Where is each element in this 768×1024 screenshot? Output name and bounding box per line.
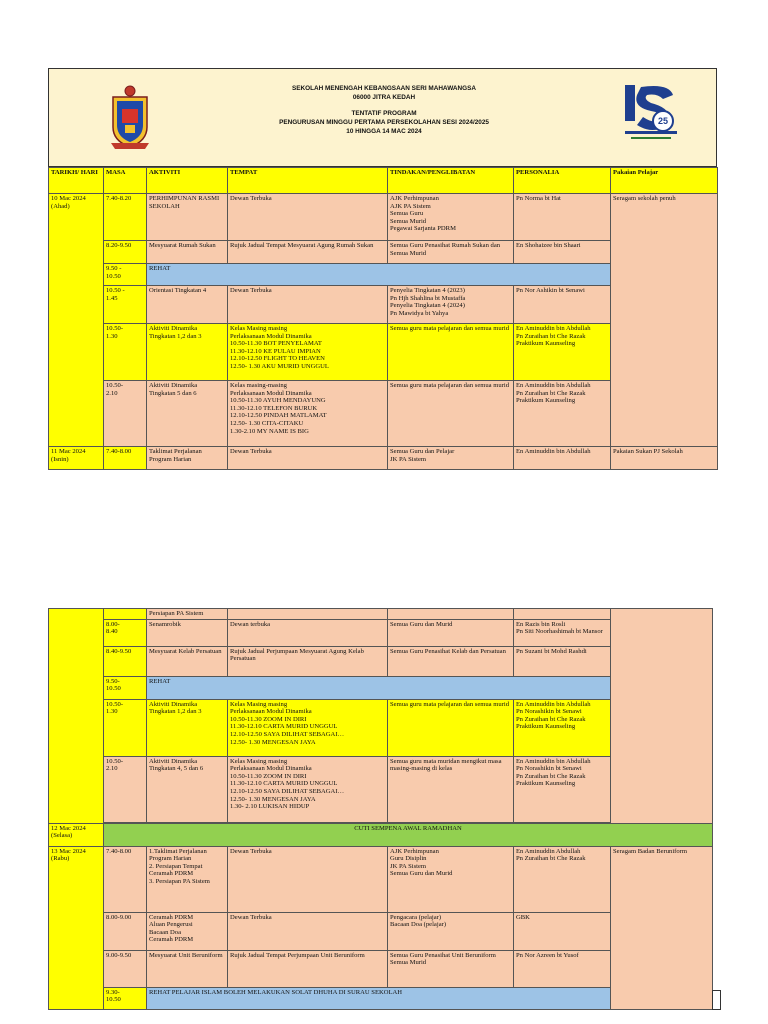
time-cell: 7.40-8.00	[104, 846, 147, 912]
document-title: TENTATIF PROGRAM	[351, 110, 417, 118]
venue-cell: Rujuk Jadual Tempat Mesyuarat Agung Rumah Sukan	[228, 241, 388, 264]
time-cell: 10.50- 1.30	[104, 699, 147, 756]
document-header	[48, 68, 717, 167]
holiday-banner: CUTI SEMPENA AWAL RAMADHAN	[104, 823, 713, 846]
table-row	[49, 194, 718, 241]
activity-cell: Mesyuarat Rumah Sukan	[147, 241, 228, 264]
break-banner: REHAT	[147, 676, 611, 699]
personnel-cell: En Aminuddin bin Abdullah Pn Norashikin bt Senawi Pn Zuraihan bt Che Razak Praktikum Kaunseling	[514, 756, 611, 822]
personnel-cell: Pn Nor Azreen bt Yusof	[514, 950, 611, 987]
time-cell: 7.40-8.20	[104, 194, 147, 241]
time-cell: 8.00-9.00	[104, 912, 147, 950]
school-name: SEKOLAH MENENGAH KEBANGSAAN SERI MAHAWANGSA	[292, 85, 476, 92]
table-row	[49, 447, 718, 470]
personnel-cell: Pn Suzani bt Mohd Rashdi	[514, 646, 611, 676]
time-cell: 7.40-8.00	[104, 447, 147, 470]
action-cell: Semua guru mata muridan mengikut masa masing-masing di kelas	[388, 756, 514, 822]
action-cell: Semua Guru dan Murid	[388, 619, 514, 646]
personnel-cell: En Aminuddin bin Abdullah Pn Zuraihan bt Che Razak Praktikum Kaunseling	[514, 324, 611, 381]
date-cell: 13 Mac 2024 (Rabu)	[49, 846, 104, 1009]
action-cell: AJK Perhimpunan AJK PA Sistem Semua Guru Semua Murid Pegawai Sarjanta PDRM	[388, 194, 514, 241]
activity-cell: Aktiviti Dinamika Tingkatan 1,2 dan 3	[147, 324, 228, 381]
activity-cell: Ceramah PDRM Aluan Pengerusi Bacaan Doa Ceramah PDRM	[147, 912, 228, 950]
personnel-cell: En Shohaizee bin Shaari	[514, 241, 611, 264]
column-header: AKTIVITI	[147, 168, 228, 194]
column-header: MASA	[104, 168, 147, 194]
header-text-block	[199, 85, 569, 137]
activity-cell: Aktiviti Dinamika Tingkatan 5 dan 6	[147, 381, 228, 447]
time-cell: 9.50- 10.50	[104, 676, 147, 699]
column-header: Pakaian Pelajar	[611, 168, 718, 194]
column-header: TARIKH/ HARI	[49, 168, 104, 194]
time-cell: 8.40-9.50	[104, 646, 147, 676]
time-cell: 8.20-9.50	[104, 241, 147, 264]
venue-cell: Dewan Terbuka	[228, 846, 388, 912]
column-header: PERSONALIA	[514, 168, 611, 194]
attire-cell: Seragam sekolah penuh	[611, 194, 718, 447]
table-header-row	[49, 168, 718, 194]
personnel-cell: GBK	[514, 912, 611, 950]
action-cell	[388, 609, 514, 620]
program-title: PENGURUSAN MINGGU PERTAMA PERSEKOLAHAN SESI 2024/2025	[279, 119, 489, 127]
personnel-cell	[514, 609, 611, 620]
action-cell: AJK Perhimpunan Guru Disiplin JK PA Sistem Semua Guru dan Murid	[388, 846, 514, 912]
venue-cell: Dewan terbuka	[228, 619, 388, 646]
table-row	[49, 609, 713, 620]
activity-cell: Aktiviti Dinamika Tingkatan 1,2 dan 3	[147, 699, 228, 756]
action-cell: Semua guru mata pelajaran dan semua murid	[388, 324, 514, 381]
time-cell: 10.50- 2.10	[104, 756, 147, 822]
venue-cell: Dewan Terbuka	[228, 447, 388, 470]
activity-cell: Taklimat Perjalanan Program Harian	[147, 447, 228, 470]
personnel-cell: En Aminuddin bin Abdullah Pn Zuraihan bt Che Razak Praktikum Kaunseling	[514, 381, 611, 447]
venue-cell: Dewan Terbuka	[228, 912, 388, 950]
action-cell: Semua Guru dan Pelajar JK PA Sistem	[388, 447, 514, 470]
schedule-table-page-1	[48, 167, 718, 470]
date-cell: 11 Mac 2024 (Isnin)	[49, 447, 104, 470]
time-cell: 9.50 - 10.50	[104, 264, 147, 286]
activity-cell: Mesyuarat Kelab Persatuan	[147, 646, 228, 676]
date-cell: 12 Mac 2024 (Selasa)	[49, 823, 104, 846]
time-cell: 10.50 - 1.45	[104, 286, 147, 324]
action-cell: Pengacara (pelajar) Bacaan Doa (pelajar)	[388, 912, 514, 950]
action-cell: Semua Guru Penasihat Rumah Sukan dan Semua Murid	[388, 241, 514, 264]
personnel-cell: En Aminuddin Abdullah Pn Zuraihan bt Che Razak	[514, 846, 611, 912]
school-crest-logo	[107, 83, 153, 151]
time-cell: 9.30- 10.50	[104, 987, 147, 1009]
activity-cell: Aktiviti Dinamika Tingkatan 4, 5 dan 6	[147, 756, 228, 822]
personnel-cell: En Aminuddin bin Abdullah	[514, 447, 611, 470]
venue-cell: Rujuk Jadual Tempat Perjumpaan Unit Beruniform	[228, 950, 388, 987]
column-header: TINDAKAN/PENGLIBATAN	[388, 168, 514, 194]
table-row	[49, 823, 713, 846]
venue-cell: Rujuk Jadual Perjumpaan Mesyuarat Agung Kelab Persatuan	[228, 646, 388, 676]
activity-cell: Senamrobik	[147, 619, 228, 646]
venue-cell: Kelas Masing masing Perlaksanaan Modul Dinamika 10.50-11.30 ZOOM IN DIRI 11.30-12.10 CARTA MURID UNGGUL 12.10-12.50 SAYA DILIHAT SEBAGAI… 12.50- 1.30 MENGESAN JAYA	[228, 699, 388, 756]
venue-cell: Dewan Terbuka	[228, 194, 388, 241]
time-cell: 9.00-9.50	[104, 950, 147, 987]
schedule-table-page-2	[48, 608, 713, 1010]
action-cell: Semua guru mata pelajaran dan semua murid	[388, 699, 514, 756]
activity-cell: Orientasi Tingkatan 4	[147, 286, 228, 324]
time-cell	[104, 609, 147, 620]
column-header: TEMPAT	[228, 168, 388, 194]
attire-cell: Pakaian Sukan PJ Sekolah	[611, 447, 718, 470]
time-cell: 8.00- 8.40	[104, 619, 147, 646]
time-cell: 10.50- 1.30	[104, 324, 147, 381]
venue-cell: Kelas masing-masing Perlaksanaan Modul Dinamika 10.50-11.30 AYUH MENDAYUNG 11.30-12.10 TELEFON BURUK 12.10-12.50 PINDAH MATLAMAT 12.50- 1.30 CITA-CITAKU 1.30-2.10 MY NAME IS BIG	[228, 381, 388, 447]
activity-cell: PERHIMPUNAN RASMI SEKOLAH	[147, 194, 228, 241]
program-dates: 10 HINGGA 14 MAC 2024	[346, 127, 422, 135]
table-edge-box	[712, 990, 721, 1010]
activity-cell: Mesyuarat Unit Beruniform	[147, 950, 228, 987]
break-banner: REHAT	[147, 264, 611, 286]
activity-cell: 1.Taklimat Perjalanan Program Harian 2. Persiapan Tempat Ceramah PDRM 3. Persiapan PA Sistem	[147, 846, 228, 912]
table-row	[49, 846, 713, 912]
venue-cell: Kelas Masing masing Perlaksanaan Modul Dinamika 10.50-11.30 ZOOM IN DIRI 11.30-12.10 CARTA MURID UNGGUL 12.10-12.50 SAYA DILIHAT SEBAGAI… 12.50- 1.30 MENGESAN JAYA 1.30- 2.10 LUKISAN HIDUP	[228, 756, 388, 822]
action-cell: Semua guru mata pelajaran dan semua murid	[388, 381, 514, 447]
venue-cell: Kelas Masing masing Perlaksanaan Modul Dinamika 10.50-11.30 BOT PENYELAMAT 11.30-12.10 KE PULAU IMPIAN 12.10-12.50 FLIGHT TO HEAVEN 12.50- 1.30 AKU MURID UNGGUL	[228, 324, 388, 381]
personnel-cell: Pn Norma bt Hat	[514, 194, 611, 241]
break-banner: REHAT PELAJAR ISLAM BOLEH MELAKUKAN SOLAT DHUHA DI SURAU SEKOLAH	[147, 987, 611, 1009]
date-cell: 10 Mac 2024 (Ahad)	[49, 194, 104, 447]
venue-cell	[228, 609, 388, 620]
school-address: 06000 JITRA KEDAH	[352, 93, 416, 101]
personnel-cell: En Razis bin Rosli Pn Siti Noorhashimah bt Mansor	[514, 619, 611, 646]
action-cell: Semua Guru Penasihat Kelab dan Persatuan	[388, 646, 514, 676]
venue-cell: Dewan Terbuka	[228, 286, 388, 324]
activity-cell: Persiapan PA Sistem	[147, 609, 228, 620]
anniversary-number: 25	[657, 116, 669, 126]
time-cell: 10.50- 2.10	[104, 381, 147, 447]
attire-cell	[611, 609, 713, 824]
action-cell: Penyelia Tingkatan 4 (2023) Pn Hjh Shahlina bt Mustaffa Penyelia Tingkatan 4 (2024) Pn Mawidya bt Yahya	[388, 286, 514, 324]
personnel-cell: Pn Nor Ashikin bt Senawi	[514, 286, 611, 324]
anniversary-logo	[623, 81, 679, 145]
action-cell: Semua Guru Penasihat Unit Beruniform Semua Murid	[388, 950, 514, 987]
personnel-cell: En Aminuddin bin Abdullah Pn Norashikin bt Senawi Pn Zuraihan bt Che Razak Praktikum Kaunseling	[514, 699, 611, 756]
attire-cell: Seragam Badan Beruniform	[611, 846, 713, 1009]
date-cell	[49, 609, 104, 824]
